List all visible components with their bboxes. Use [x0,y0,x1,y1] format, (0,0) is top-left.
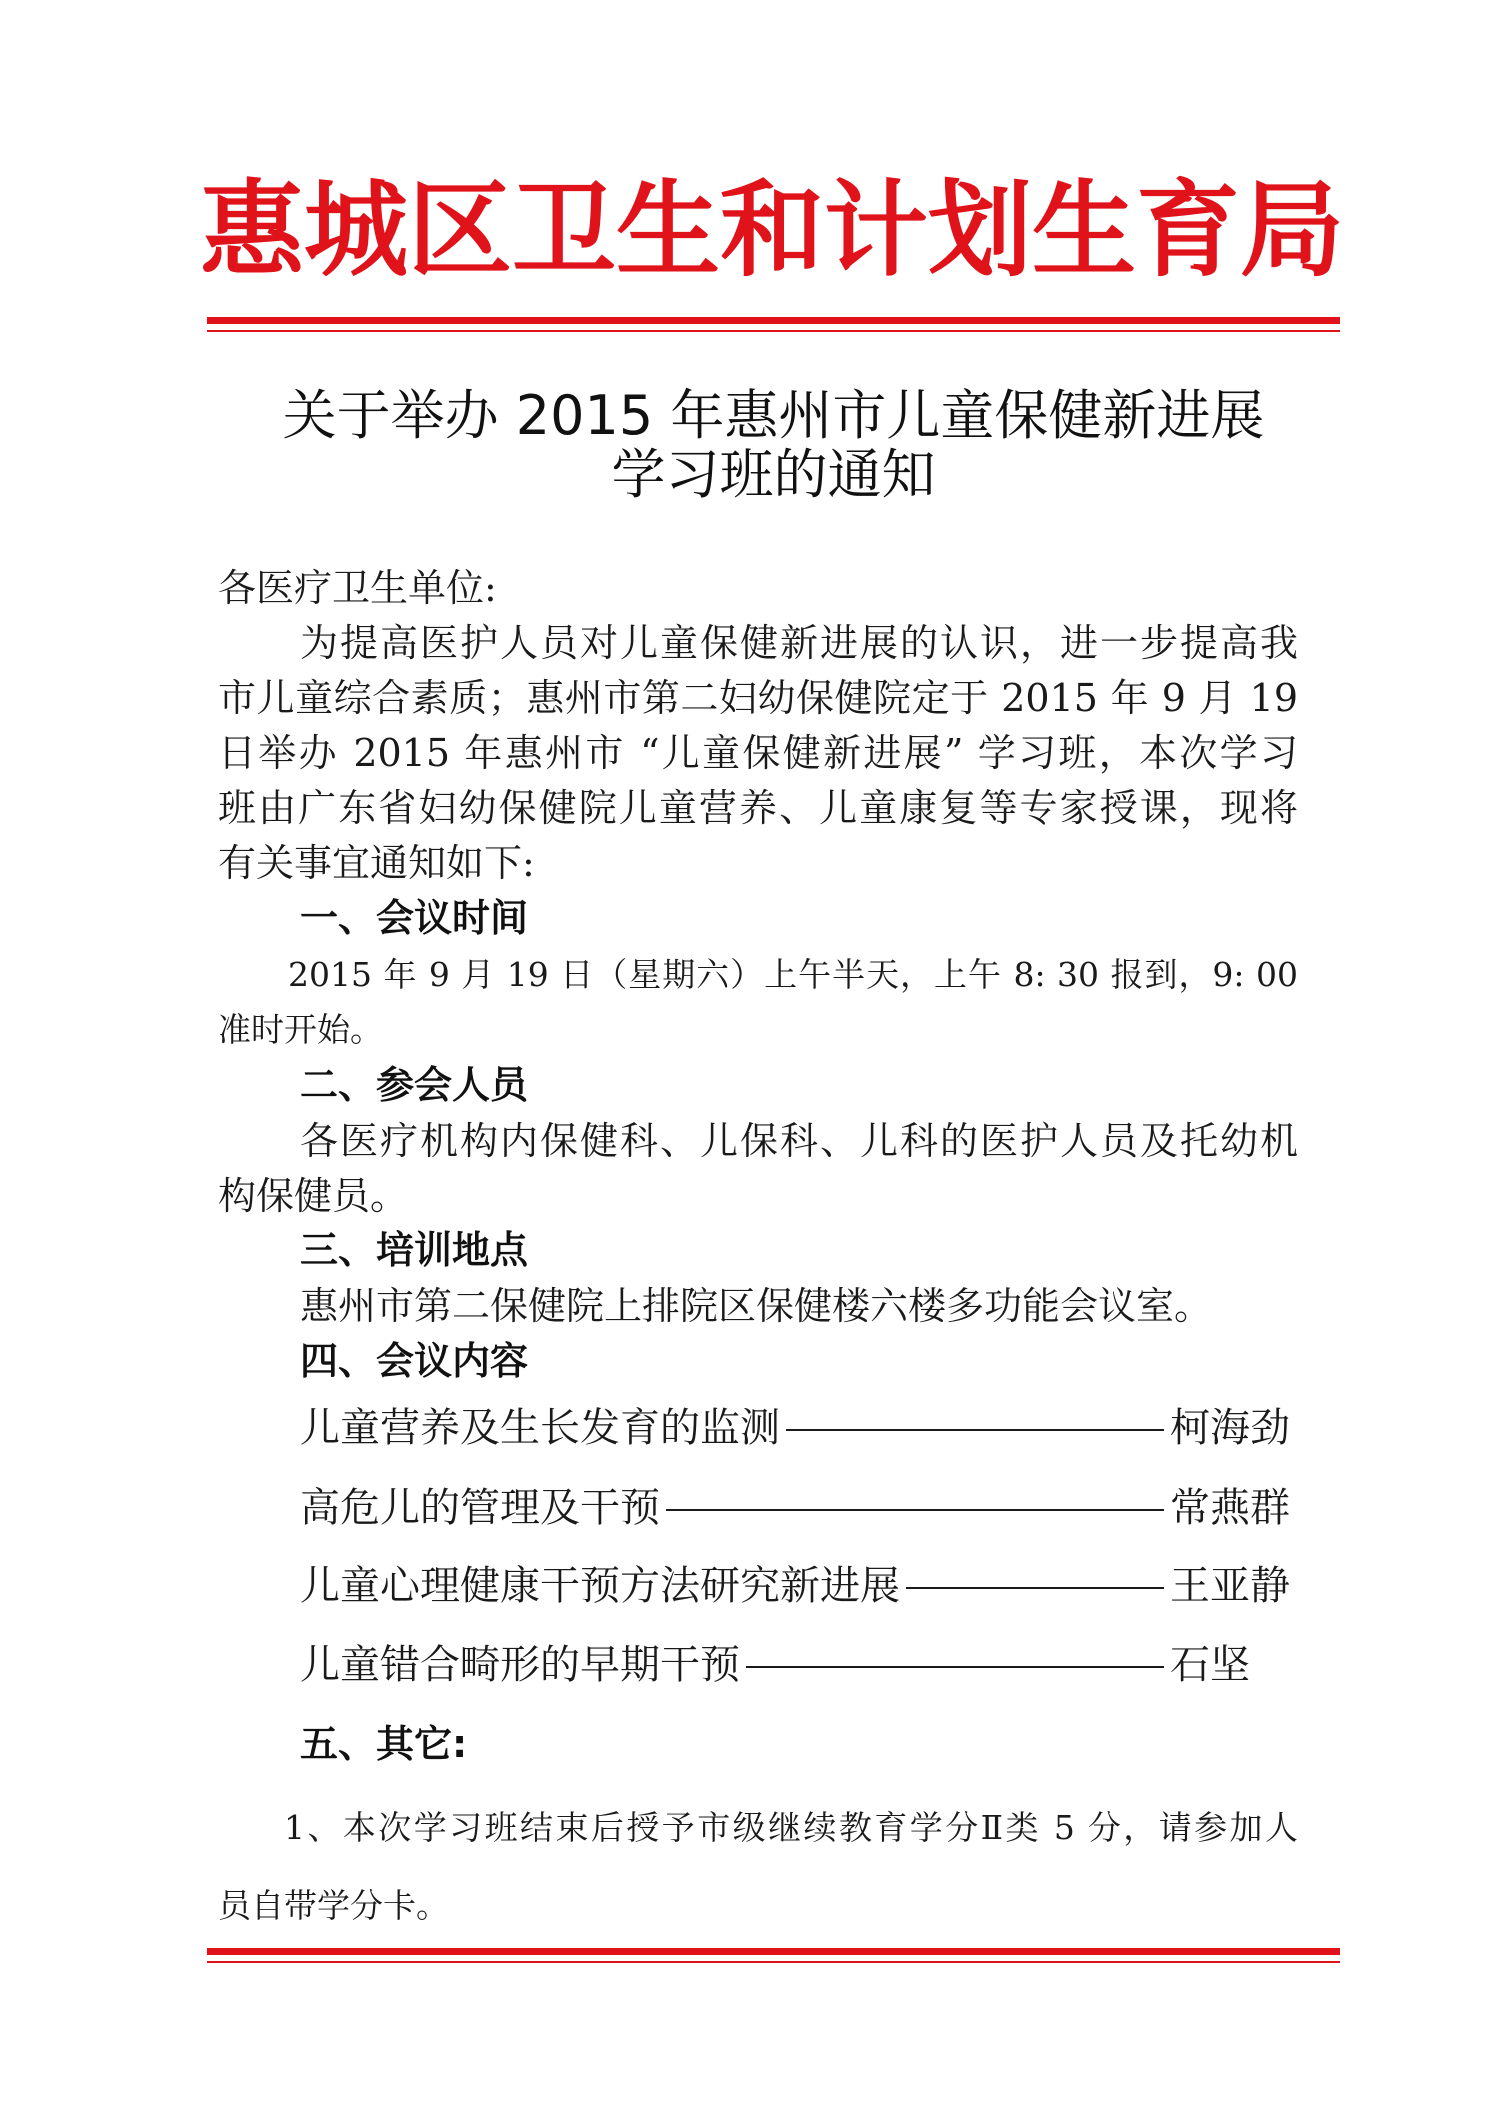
time-line: 准时开始。 [218,1010,383,1049]
content-item-speaker: 石坚 [1170,1642,1250,1688]
intro-line: 有关事宜通知如下: [218,841,535,885]
section-heading-attendees: 二、参会人员 [300,1063,529,1107]
content-item-speaker: 王亚静 [1170,1563,1290,1609]
content-item [300,1637,1250,1693]
notice-title-line-1: 关于举办 2015 年惠州市儿童保健新进展 [282,384,1265,447]
content-item-speaker: 常燕群 [1170,1485,1290,1531]
attendees-line: 各医疗机构内保健科、儿保科、儿科的医护人员及托幼机 [300,1119,1298,1163]
other-line: 员自带学分卡。 [218,1886,449,1925]
section-heading-time: 一、会议时间 [300,896,529,940]
content-item-topic: 儿童错合畸形的早期干预 [300,1642,740,1688]
attendees-line: 构保健员。 [218,1174,409,1218]
intro-line: 市儿童综合素质；惠州市第二妇幼保健院定于 2015 年 9 月 19 [218,676,1298,720]
venue-line: 惠州市第二保健院上排院区保健楼六楼多功能会议室。 [300,1284,1213,1328]
dash-leader [746,1666,1164,1668]
section-heading-venue: 三、培训地点 [300,1228,529,1272]
letterhead-divider-thin [207,330,1340,332]
salutation: 各医疗卫生单位: [218,566,497,610]
section-heading-other: 五、其它: [300,1722,468,1766]
dash-leader [786,1429,1164,1431]
other-line: 1、本次学习班结束后授予市级继续教育学分Ⅱ类 5 分，请参加人 [284,1808,1298,1847]
content-item-topic: 高危儿的管理及干预 [300,1485,660,1531]
content-item [300,1480,1290,1536]
intro-line: 为提高医护人员对儿童保健新进展的认识，进一步提高我 [300,621,1298,665]
content-item-speaker: 柯海劲 [1170,1405,1290,1451]
intro-line: 日举办 2015 年惠州市 “儿童保健新进展” 学习班，本次学习 [218,731,1298,775]
notice-title-line-2: 学习班的通知 [611,443,936,506]
letterhead-divider-thick [207,317,1340,324]
content-item-topic: 儿童心理健康干预方法研究新进展 [300,1563,900,1609]
intro-line: 班由广东省妇幼保健院儿童营养、儿童康复等专家授课，现将 [218,786,1298,830]
section-heading-content: 四、会议内容 [300,1339,529,1383]
content-item [300,1400,1290,1456]
letterhead-org-name: 惠城区卫生和计划生育局 [200,169,1345,291]
footer-divider-thick [207,1948,1340,1955]
time-line: 2015 年 9 月 19 日（星期六）上午半天，上午 8: 30 报到，9: 00 [288,955,1298,994]
dash-leader [906,1587,1164,1589]
dash-leader [666,1509,1164,1511]
footer-divider-thin [207,1961,1340,1963]
content-item [300,1558,1290,1614]
content-item-topic: 儿童营养及生长发育的监测 [300,1405,780,1451]
